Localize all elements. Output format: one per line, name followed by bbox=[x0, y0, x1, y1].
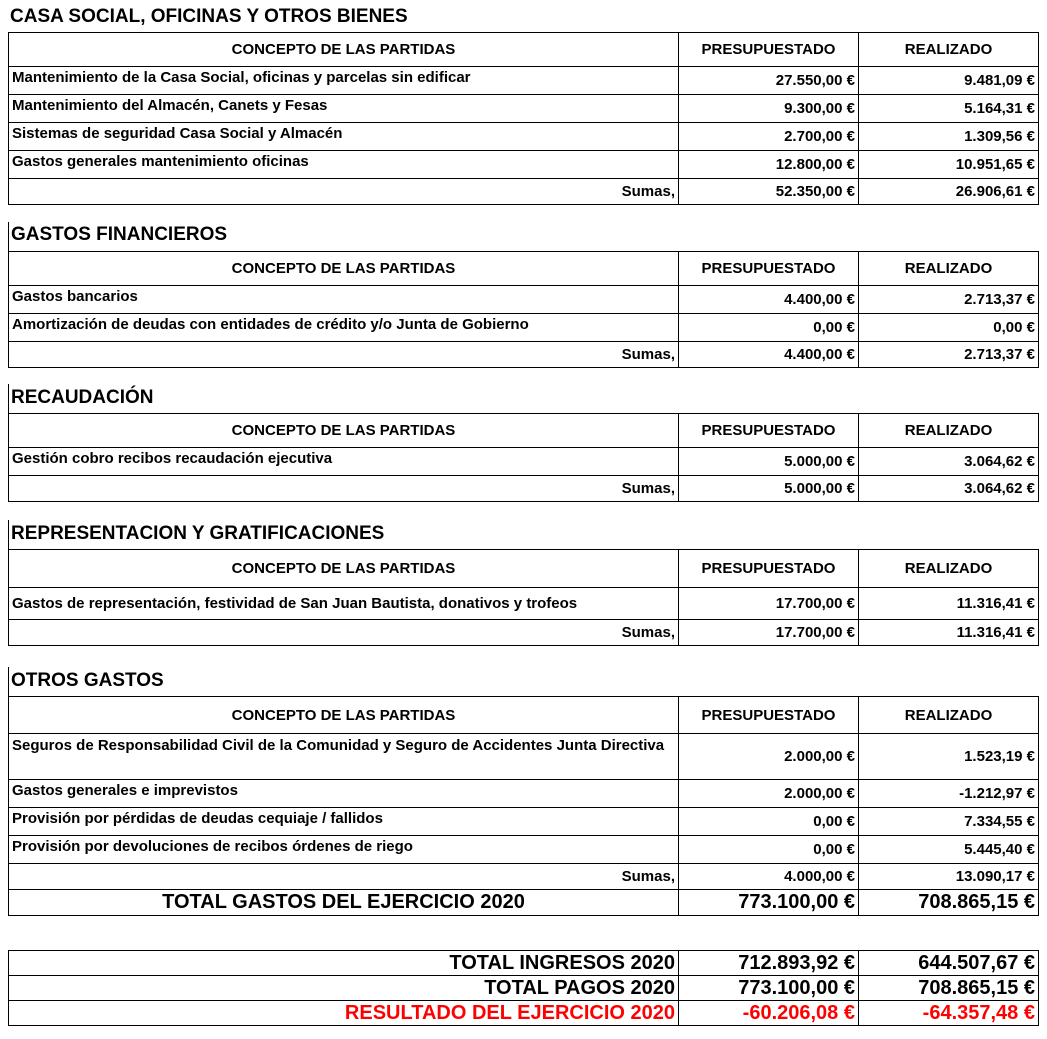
sum-row bbox=[9, 620, 1039, 646]
header-concepto: CONCEPTO DE LAS PARTIDAS bbox=[9, 550, 679, 588]
table-row bbox=[9, 734, 1039, 780]
actual-cell: 1.523,19 € bbox=[859, 734, 1039, 780]
table-row bbox=[9, 780, 1039, 808]
total-gastos-row bbox=[9, 890, 1039, 916]
sum-row bbox=[9, 476, 1039, 502]
budget-cell: 9.300,00 € bbox=[679, 95, 859, 123]
concept-cell: Gastos de representación, festividad de San Juan Bautista, donativos y trofeos bbox=[9, 588, 679, 620]
budget-cell: 27.550,00 € bbox=[679, 67, 859, 95]
summary-row bbox=[9, 951, 1039, 976]
concept-cell: Amortización de deudas con entidades de crédito y/o Junta de Gobierno bbox=[9, 314, 679, 342]
section-table-representacion bbox=[8, 549, 1039, 646]
concept-cell: Gastos bancarios bbox=[9, 286, 679, 314]
summary-label: TOTAL PAGOS 2020 bbox=[9, 976, 679, 1001]
summary-table bbox=[8, 950, 1039, 1026]
budget-cell: 2.000,00 € bbox=[679, 780, 859, 808]
result-label: RESULTADO DEL EJERCICIO 2020 bbox=[9, 1001, 679, 1026]
actual-cell: -1.212,97 € bbox=[859, 780, 1039, 808]
concept-cell: Provisión por devoluciones de recibos órdenes de riego bbox=[9, 836, 679, 864]
concept-cell: Gastos generales e imprevistos bbox=[9, 780, 679, 808]
section-title: GASTOS FINANCIEROS bbox=[8, 222, 671, 252]
header-realizado: REALIZADO bbox=[859, 414, 1039, 448]
summary-budget: 773.100,00 € bbox=[679, 976, 859, 1001]
header-realizado: REALIZADO bbox=[859, 550, 1039, 588]
budget-cell: 0,00 € bbox=[679, 314, 859, 342]
header-concepto: CONCEPTO DE LAS PARTIDAS bbox=[9, 697, 679, 734]
result-actual: -64.357,48 € bbox=[859, 1001, 1039, 1026]
summary-actual: 644.507,67 € bbox=[859, 951, 1039, 976]
section-title: OTROS GASTOS bbox=[8, 667, 671, 698]
actual-cell: 9.481,09 € bbox=[859, 67, 1039, 95]
header-concepto: CONCEPTO DE LAS PARTIDAS bbox=[9, 414, 679, 448]
header-presupuestado: PRESUPUESTADO bbox=[679, 697, 859, 734]
header-realizado: REALIZADO bbox=[859, 252, 1039, 286]
total-gastos-budget: 773.100,00 € bbox=[679, 890, 859, 916]
actual-cell: 7.334,55 € bbox=[859, 808, 1039, 836]
actual-cell: 10.951,65 € bbox=[859, 151, 1039, 179]
sum-label: Sumas, bbox=[9, 864, 679, 890]
sum-row bbox=[9, 179, 1039, 205]
budget-cell: 2.700,00 € bbox=[679, 123, 859, 151]
summary-label: TOTAL INGRESOS 2020 bbox=[9, 951, 679, 976]
concept-cell: Seguros de Responsabilidad Civil de la Comunidad y Seguro de Accidentes Junta Directiva bbox=[9, 734, 679, 780]
budget-cell: 2.000,00 € bbox=[679, 734, 859, 780]
summary-row bbox=[9, 976, 1039, 1001]
sum-label: Sumas, bbox=[9, 342, 679, 368]
header-realizado: REALIZADO bbox=[859, 697, 1039, 734]
summary-budget: 712.893,92 € bbox=[679, 951, 859, 976]
concept-cell: Gestión cobro recibos recaudación ejecutiva bbox=[9, 448, 679, 476]
header-presupuestado: PRESUPUESTADO bbox=[679, 252, 859, 286]
budget-cell: 5.000,00 € bbox=[679, 448, 859, 476]
actual-cell: 2.713,37 € bbox=[859, 286, 1039, 314]
sum-label: Sumas, bbox=[9, 179, 679, 205]
section-table-gastos-financieros bbox=[8, 251, 1039, 368]
concept-cell: Sistemas de seguridad Casa Social y Almacén bbox=[9, 123, 679, 151]
header-concepto: CONCEPTO DE LAS PARTIDAS bbox=[9, 33, 679, 67]
sum-label: Sumas, bbox=[9, 476, 679, 502]
budget-cell: 4.400,00 € bbox=[679, 286, 859, 314]
table-row bbox=[9, 808, 1039, 836]
budget-cell: 0,00 € bbox=[679, 836, 859, 864]
header-presupuestado: PRESUPUESTADO bbox=[679, 33, 859, 67]
sum-actual: 26.906,61 € bbox=[859, 179, 1039, 205]
sum-budget: 4.000,00 € bbox=[679, 864, 859, 890]
section-title: REPRESENTACION Y GRATIFICACIONES bbox=[8, 520, 671, 551]
table-row bbox=[9, 314, 1039, 342]
section-table-recaudacion bbox=[8, 413, 1039, 502]
table-row bbox=[9, 123, 1039, 151]
actual-cell: 5.164,31 € bbox=[859, 95, 1039, 123]
budget-cell: 0,00 € bbox=[679, 808, 859, 836]
sum-budget: 5.000,00 € bbox=[679, 476, 859, 502]
actual-cell: 0,00 € bbox=[859, 314, 1039, 342]
section-table-otros-gastos bbox=[8, 696, 1039, 916]
table-row bbox=[9, 95, 1039, 123]
table-row bbox=[9, 836, 1039, 864]
header-concepto: CONCEPTO DE LAS PARTIDAS bbox=[9, 252, 679, 286]
concept-cell: Mantenimiento del Almacén, Canets y Fesas bbox=[9, 95, 679, 123]
section-title: RECAUDACIÓN bbox=[8, 384, 671, 415]
result-row bbox=[9, 1001, 1039, 1026]
total-gastos-label: TOTAL GASTOS DEL EJERCICIO 2020 bbox=[9, 890, 679, 916]
concept-cell: Gastos generales mantenimiento oficinas bbox=[9, 151, 679, 179]
table-row bbox=[9, 448, 1039, 476]
total-gastos-actual: 708.865,15 € bbox=[859, 890, 1039, 916]
sum-actual: 3.064,62 € bbox=[859, 476, 1039, 502]
section-title: CASA SOCIAL, OFICINAS Y OTROS BIENES bbox=[10, 6, 408, 27]
table-row bbox=[9, 286, 1039, 314]
table-row bbox=[9, 67, 1039, 95]
header-realizado: REALIZADO bbox=[859, 33, 1039, 67]
sum-row bbox=[9, 342, 1039, 368]
concept-cell: Provisión por pérdidas de deudas cequiaje / fallidos bbox=[9, 808, 679, 836]
table-row bbox=[9, 588, 1039, 620]
sum-label: Sumas, bbox=[9, 620, 679, 646]
sum-actual: 2.713,37 € bbox=[859, 342, 1039, 368]
actual-cell: 3.064,62 € bbox=[859, 448, 1039, 476]
actual-cell: 5.445,40 € bbox=[859, 836, 1039, 864]
concept-cell: Mantenimiento de la Casa Social, oficinas y parcelas sin edificar bbox=[9, 67, 679, 95]
summary-actual: 708.865,15 € bbox=[859, 976, 1039, 1001]
budget-cell: 17.700,00 € bbox=[679, 588, 859, 620]
budget-cell: 12.800,00 € bbox=[679, 151, 859, 179]
sum-budget: 17.700,00 € bbox=[679, 620, 859, 646]
sum-actual: 13.090,17 € bbox=[859, 864, 1039, 890]
header-presupuestado: PRESUPUESTADO bbox=[679, 550, 859, 588]
sum-actual: 11.316,41 € bbox=[859, 620, 1039, 646]
section-table-casa-social bbox=[8, 32, 1039, 205]
actual-cell: 11.316,41 € bbox=[859, 588, 1039, 620]
sum-budget: 52.350,00 € bbox=[679, 179, 859, 205]
actual-cell: 1.309,56 € bbox=[859, 123, 1039, 151]
result-budget: -60.206,08 € bbox=[679, 1001, 859, 1026]
sum-budget: 4.400,00 € bbox=[679, 342, 859, 368]
header-presupuestado: PRESUPUESTADO bbox=[679, 414, 859, 448]
table-row bbox=[9, 151, 1039, 179]
sum-row bbox=[9, 864, 1039, 890]
